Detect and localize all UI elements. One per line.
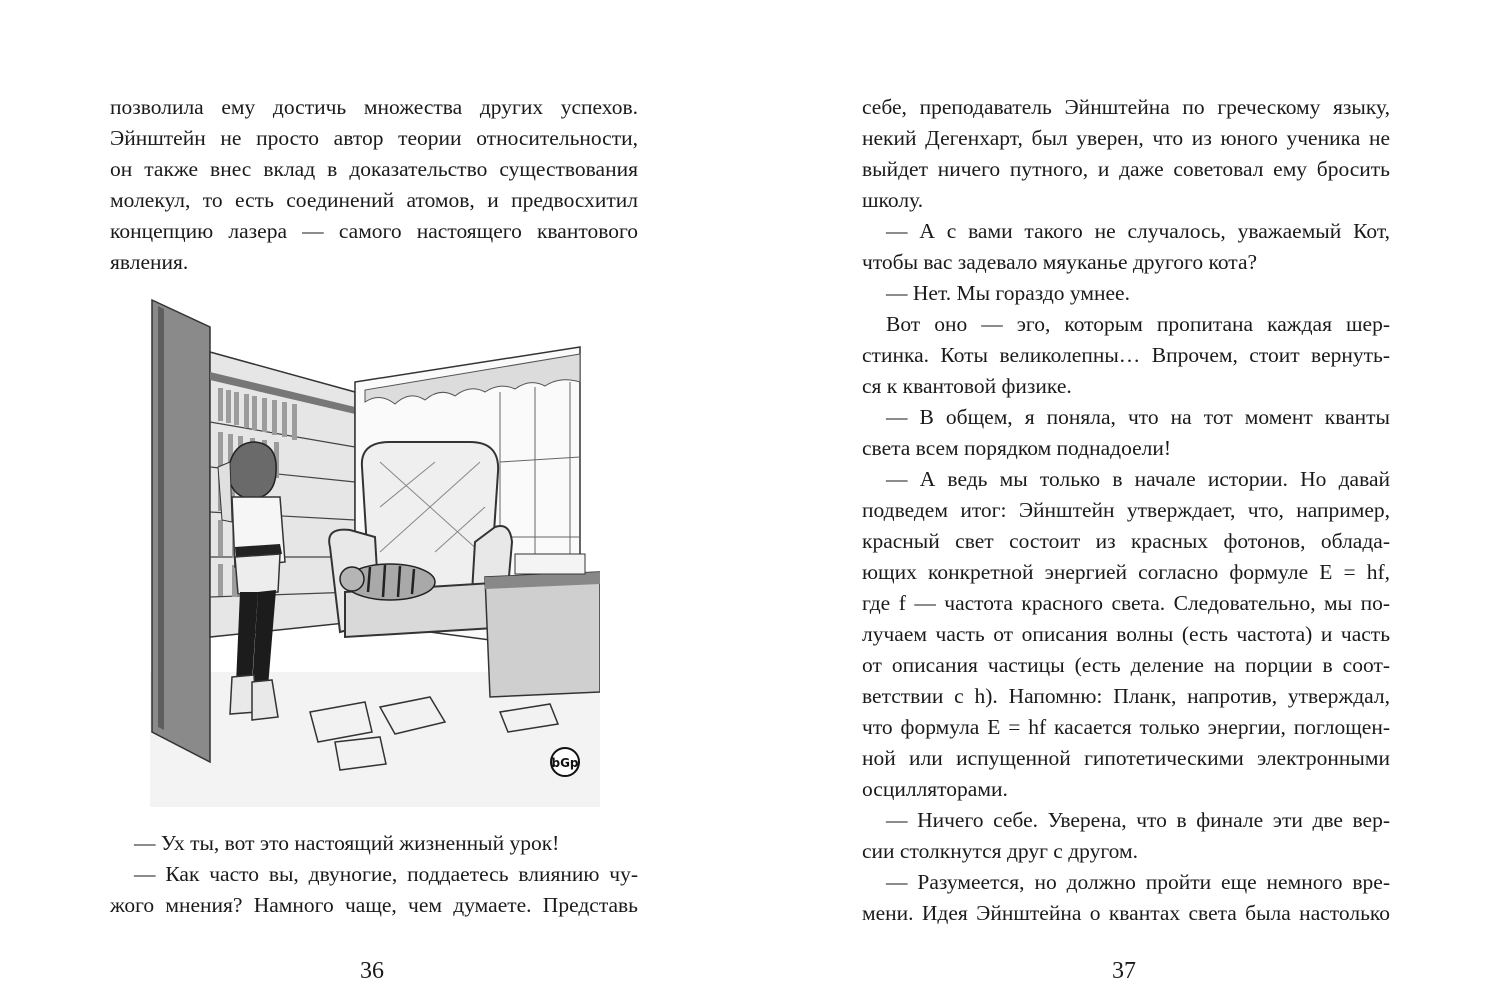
page-number: 36 — [360, 958, 384, 984]
text-line: — Как часто вы, двуногие, поддаетесь влиянию чу- — [134, 862, 638, 886]
signature-text: bGp — [551, 756, 579, 770]
text-line: он также внес вклад в доказательство существования — [110, 157, 638, 181]
text-line: чтобы вас задевало мяуканье другого кота? — [862, 250, 1258, 274]
text-line: света всем порядком поднадоели! — [862, 436, 1172, 460]
text-line: стинка. Коты великолепны… Впрочем, стоит вернуть- — [862, 343, 1390, 367]
text-line: осцилляторами. — [862, 777, 1008, 801]
text-line: — Ух ты, вот это настоящий жизненный урок! — [134, 831, 560, 855]
text-line: молекул, то есть соединений атомов, и предвосхитил — [110, 188, 638, 212]
text-line: ной или испущенной гипотетическими электронными — [862, 746, 1390, 770]
text-line: подведем итог: Эйнштейн утверждает, что, например, — [862, 498, 1390, 522]
text-line: Вот оно — эго, которым пропитана каждая шер- — [886, 312, 1390, 336]
page-number: 37 — [1112, 958, 1136, 984]
text-line: ся к квантовой физике. — [862, 374, 1072, 398]
text-line: что формула E = hf касается только энергии, поглощен- — [862, 715, 1390, 739]
text-line: — В общем, я поняла, что на тот момент кванты — [886, 405, 1390, 429]
text-line: концепцию лазера — самого настоящего квантового — [110, 219, 638, 243]
text-line: — Ничего себе. Уверена, что в финале эти две вер- — [886, 808, 1390, 832]
text-line: — Нет. Мы гораздо умнее. — [886, 281, 1130, 305]
left-page — [0, 0, 749, 1000]
text-line: позволила ему достичь множества других успехов. — [110, 95, 638, 119]
left-page-bottom-text — [110, 828, 638, 921]
text-line: жого мнения? Намного чаще, чем думаете. Представь — [110, 893, 638, 917]
text-line: — Разумеется, но должно пройти еще немного вре- — [886, 870, 1390, 894]
left-page-top-text — [110, 92, 638, 278]
text-line: мени. Идея Эйнштейна о квантах света была настолько — [862, 901, 1390, 925]
text-line: красный свет состоит из красных фотонов, облада- — [862, 529, 1390, 553]
text-line: выйдет ничего путного, и даже советовал ему бросить — [862, 157, 1390, 181]
text-line: сии столкнутся друг с другом. — [862, 839, 1138, 863]
text-line: лучаем часть от описания волны (есть частота) и часть — [862, 622, 1390, 646]
text-line: — А с вами такого не случалось, уважаемый Кот, — [886, 219, 1390, 243]
library-illustration — [140, 292, 600, 807]
text-line: школу. — [862, 188, 924, 212]
text-line: себе, преподаватель Эйнштейна по греческому языку, — [862, 95, 1390, 119]
text-line: явления. — [110, 250, 189, 274]
right-page — [750, 0, 1499, 1000]
text-line: ветствии с h). Напомню: Планк, напротив, утверждал, — [862, 684, 1390, 708]
text-line: Эйнштейн не просто автор теории относительности, — [110, 126, 638, 150]
right-page-text — [862, 92, 1390, 929]
text-line: где f — частота красного света. Следовательно, мы по- — [862, 591, 1390, 615]
text-line: — А ведь мы только в начале истории. Но давай — [886, 467, 1390, 491]
text-line: ющих конкретной энергией согласно формуле E = hf, — [862, 560, 1390, 584]
text-line: от описания частицы (есть деление на порции в соот- — [862, 653, 1390, 677]
text-line: некий Дегенхарт, был уверен, что из юного ученика не — [862, 126, 1390, 150]
